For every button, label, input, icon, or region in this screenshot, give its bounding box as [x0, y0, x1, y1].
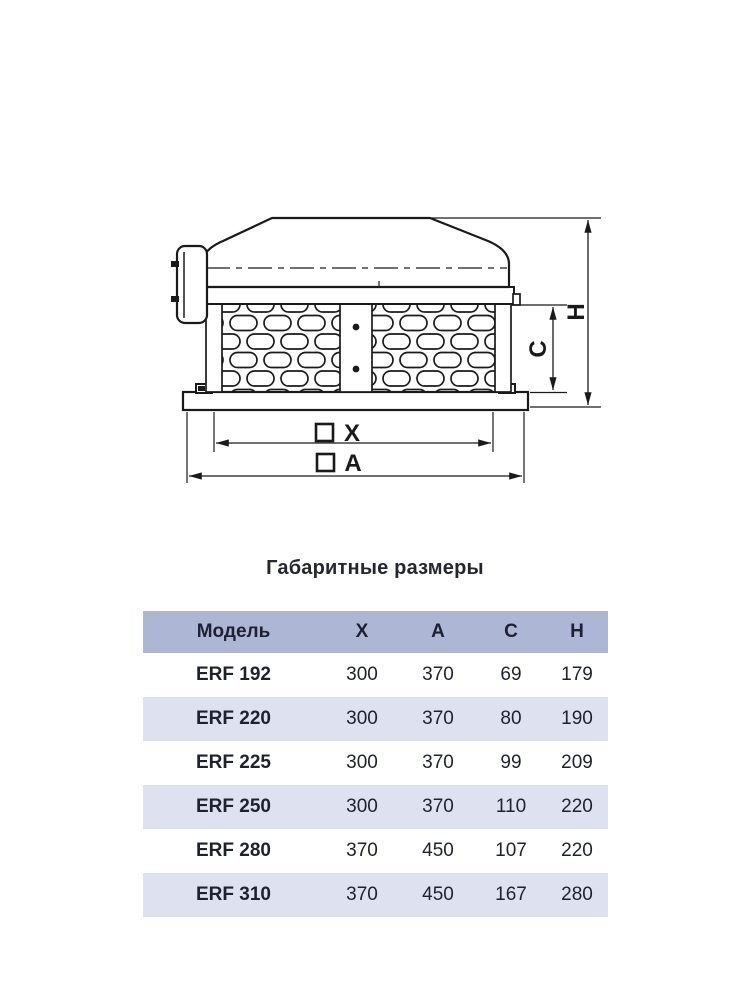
- cell-h: 280: [561, 884, 593, 905]
- cell-model: ERF 250: [196, 796, 271, 817]
- cell-x: 300: [346, 664, 378, 685]
- table-row: [143, 697, 608, 741]
- cell-x: 300: [346, 752, 378, 773]
- right-post: [495, 304, 511, 392]
- table-row: [143, 741, 608, 785]
- cell-a: 450: [422, 840, 454, 861]
- dimension-label-h: H: [563, 303, 590, 321]
- cell-c: 110: [495, 796, 527, 817]
- base-plate: [183, 392, 528, 410]
- mesh-panel-right: [371, 304, 497, 391]
- cell-a: 370: [422, 752, 454, 773]
- cell-c: 167: [495, 884, 527, 905]
- cell-model: ERF 192: [196, 664, 271, 685]
- dimension-X: [214, 412, 493, 452]
- cell-x: 370: [346, 884, 378, 905]
- screw-icon: [353, 324, 360, 331]
- cell-x: 370: [346, 840, 378, 861]
- screw-tab-icon: [171, 261, 179, 267]
- column-header-model: Модель: [196, 621, 271, 642]
- cell-a: 450: [422, 884, 454, 905]
- cell-c: 107: [495, 840, 527, 861]
- fan-cap: [202, 218, 509, 287]
- table-row: [143, 873, 608, 917]
- cap-rim: [191, 287, 520, 305]
- junction-box: [171, 246, 207, 323]
- cell-c: 69: [500, 664, 522, 685]
- cell-x: 300: [346, 708, 378, 729]
- cell-x: 300: [346, 796, 378, 817]
- cell-model: ERF 310: [196, 884, 271, 905]
- cell-h: 190: [561, 708, 593, 729]
- table-row: [143, 653, 608, 697]
- dimension-label-a: A: [344, 450, 362, 477]
- cell-h: 220: [561, 840, 593, 861]
- cell-h: 209: [561, 752, 593, 773]
- left-post: [206, 304, 222, 392]
- table-header-row: [143, 611, 608, 653]
- cell-a: 370: [422, 796, 454, 817]
- dimensions-table: [143, 611, 608, 917]
- column-header-c: C: [504, 621, 518, 642]
- mesh-panel-left: [221, 304, 341, 391]
- square-symbol-icon: [317, 454, 334, 471]
- cell-model: ERF 225: [196, 752, 271, 773]
- cell-a: 370: [422, 708, 454, 729]
- screw-icon: [353, 366, 360, 373]
- cell-c: 99: [500, 752, 522, 773]
- square-symbol-icon: [316, 424, 333, 441]
- dimension-C: [512, 305, 567, 393]
- column-header-x: X: [355, 621, 369, 642]
- cell-h: 179: [561, 664, 593, 685]
- page-title: Габаритные размеры: [266, 557, 484, 579]
- table-row: [143, 785, 608, 829]
- cell-model: ERF 280: [196, 840, 271, 861]
- column-header-h: H: [570, 621, 584, 642]
- cell-a: 370: [422, 664, 454, 685]
- cell-c: 80: [500, 708, 522, 729]
- dimension-label-c: C: [525, 340, 552, 358]
- table-row: [143, 829, 608, 873]
- cell-h: 220: [561, 796, 593, 817]
- column-header-a: A: [431, 621, 445, 642]
- center-bracket: [340, 304, 372, 392]
- dimension-label-x: X: [343, 420, 361, 447]
- cell-model: ERF 220: [196, 708, 271, 729]
- screw-tab-icon: [171, 296, 179, 302]
